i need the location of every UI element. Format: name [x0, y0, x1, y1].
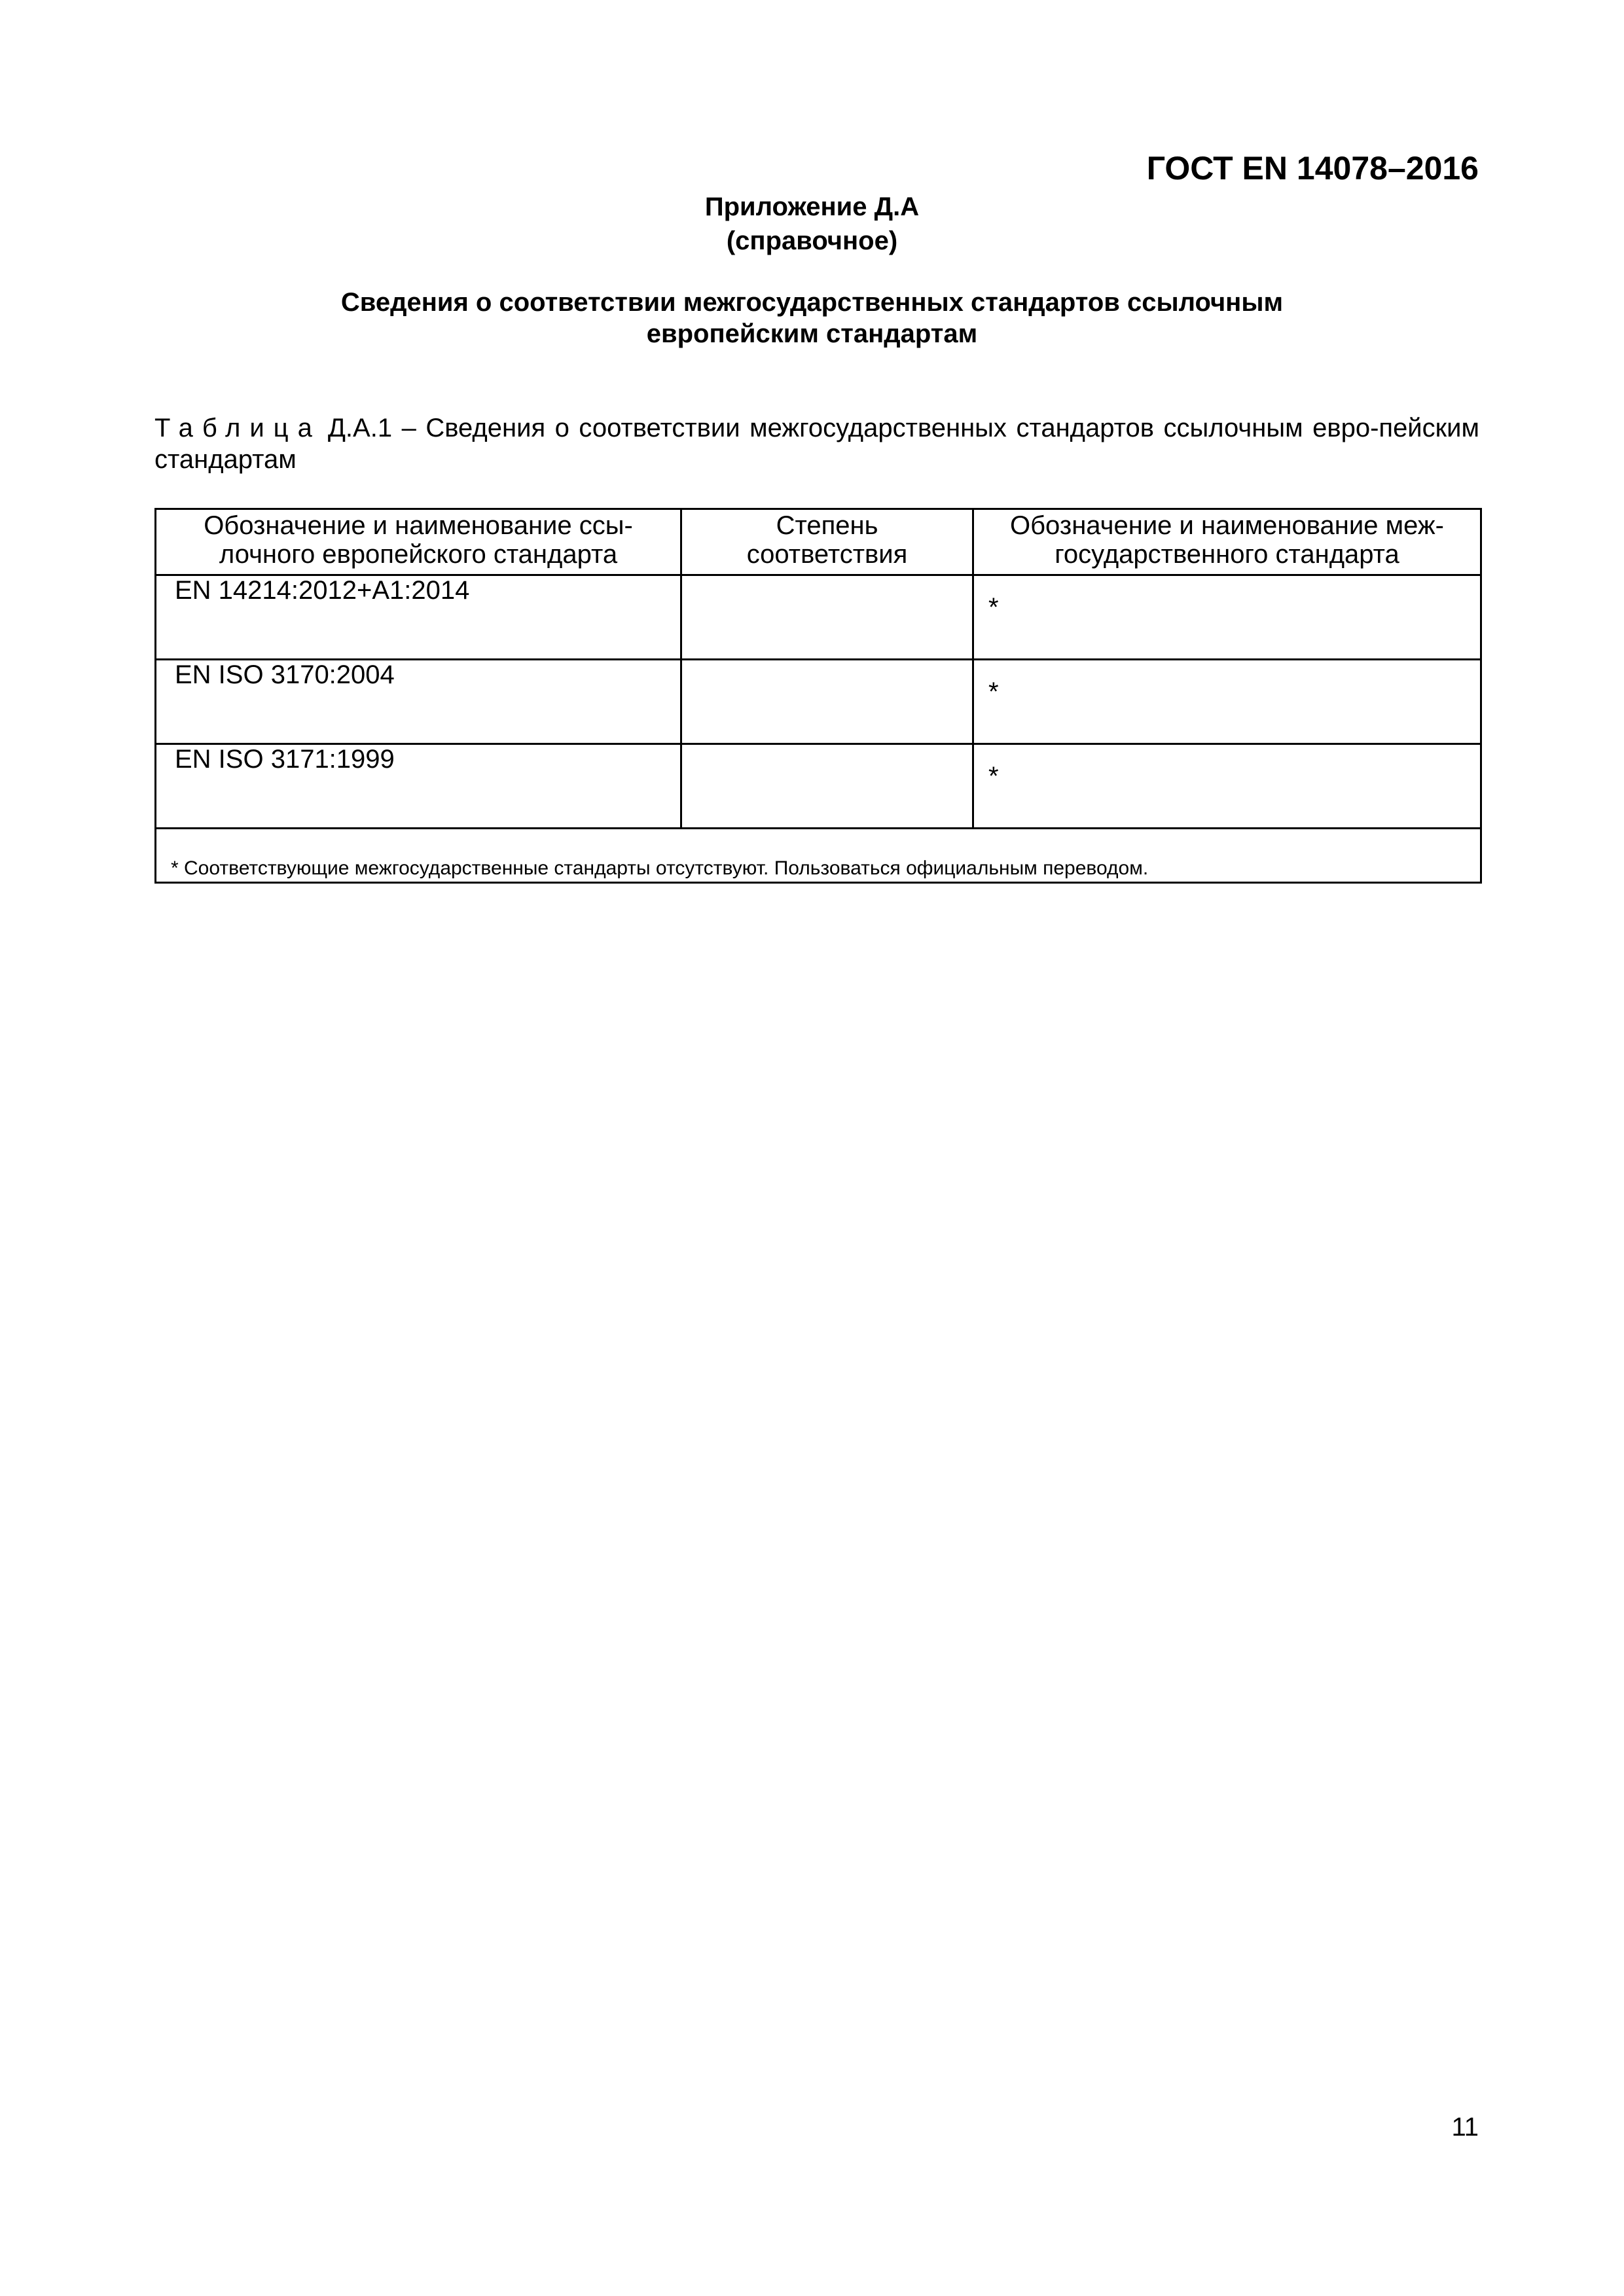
table-caption: [154, 412, 1479, 475]
cell-european-standard: EN ISO 3171:1999: [156, 744, 681, 829]
table-caption-label: Таблица: [154, 414, 321, 442]
document-code: ГОСТ EN 14078–2016: [1146, 150, 1479, 187]
header-degree: [681, 509, 973, 575]
cell-european-standard: EN 14214:2012+A1:2014: [156, 575, 681, 660]
table-footnote: * Соответствующие межгосударственные стандарты отсутствуют. Пользоваться официальным переводом.: [156, 829, 1481, 883]
table-row: [156, 575, 1481, 660]
header-european-standard: [156, 509, 681, 575]
table-row: [156, 744, 1481, 829]
correspondence-table: [154, 508, 1482, 884]
cell-interstate-standard: *: [973, 660, 1481, 744]
annex-heading: [0, 190, 1624, 258]
table-caption-text: Д.А.1 – Сведения о соответствии межгосударственных стандартов ссылочным евро-пейским стандартам: [154, 414, 1479, 474]
page-number: 11: [1451, 2113, 1479, 2142]
cell-degree: [681, 575, 973, 660]
cell-degree: [681, 660, 973, 744]
header-european-standard-line-2: лочного европейского стандарта: [219, 540, 618, 569]
table-row: [156, 660, 1481, 744]
annex-type: (справочное): [726, 226, 898, 255]
cell-european-standard: EN ISO 3170:2004: [156, 660, 681, 744]
header-interstate-standard: [973, 509, 1481, 575]
header-interstate-standard-line-2: государственного стандарта: [1055, 540, 1399, 569]
header-interstate-standard-line-1: Обозначение и наименование меж-: [1010, 511, 1444, 540]
cell-degree: [681, 744, 973, 829]
header-degree-line-1: Степень: [776, 511, 878, 540]
section-title-line-2: европейским стандартам: [646, 319, 978, 348]
header-european-standard-line-1: Обозначение и наименование ссы-: [204, 511, 633, 540]
header-degree-line-2: соответствия: [746, 540, 908, 569]
table-footnote-row: [156, 829, 1481, 883]
cell-interstate-standard: *: [973, 575, 1481, 660]
section-title-line-1: Сведения о соответствии межгосударственных стандартов ссылочным: [340, 288, 1284, 317]
section-title: [0, 287, 1624, 350]
annex-title: Приложение Д.А: [704, 192, 920, 221]
table-header-row: [156, 509, 1481, 575]
cell-interstate-standard: *: [973, 744, 1481, 829]
